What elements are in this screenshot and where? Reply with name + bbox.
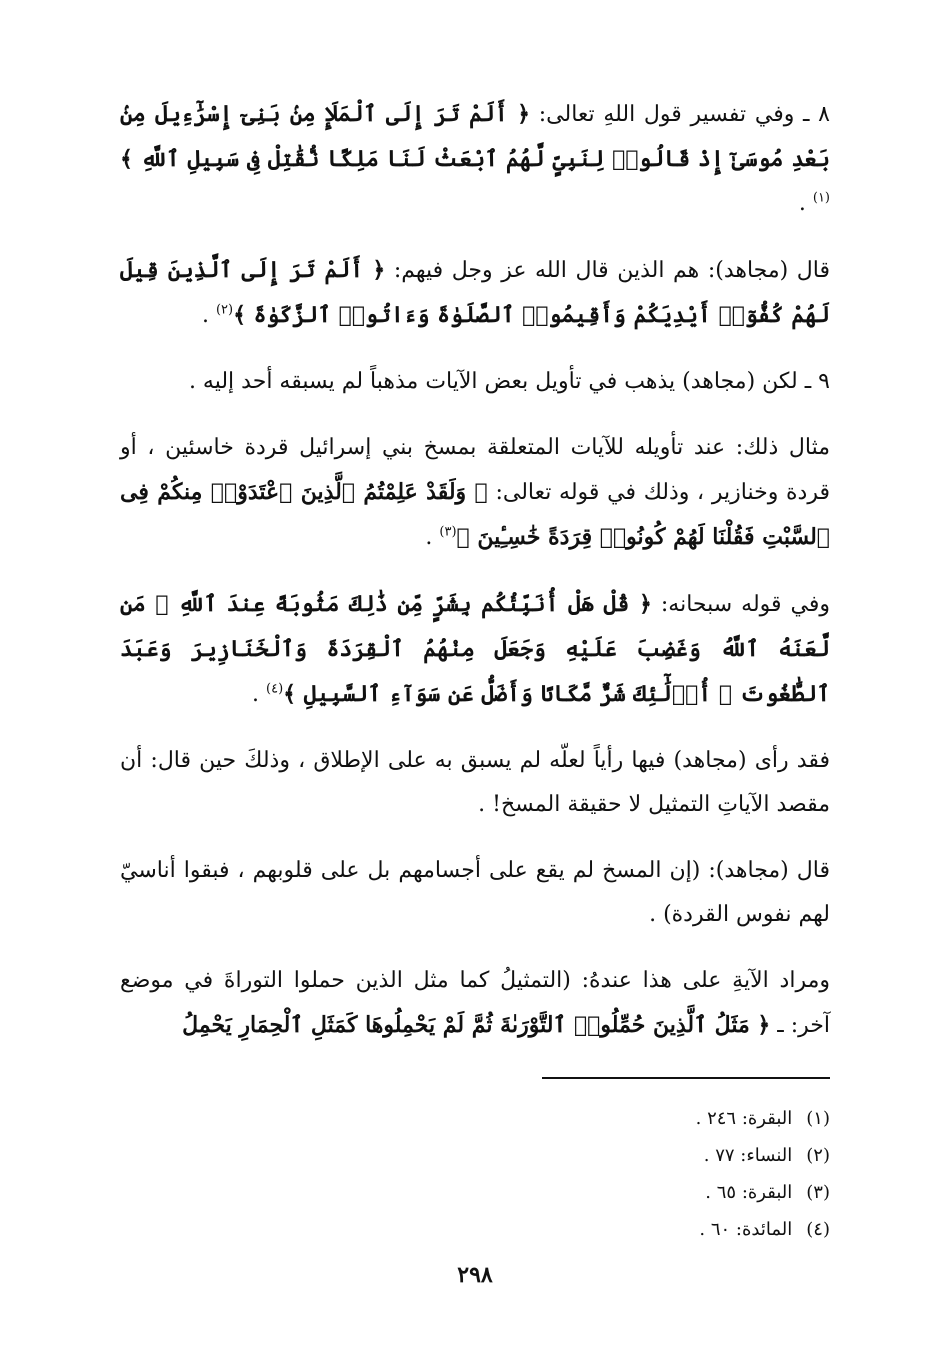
footnote-text: النساء: ٧٧ . bbox=[703, 1145, 793, 1166]
paragraph-4 bbox=[120, 426, 830, 560]
paragraph-1 bbox=[120, 92, 830, 226]
footnote-ref: (٣) bbox=[439, 524, 457, 540]
paragraph-3 bbox=[120, 360, 830, 404]
quran-verse: ﴿ وَلَقَدْ عَلِمْتُمُ ٱلَّذِينَ ٱعْتَدَوْا۟ مِنكُمْ فِى ٱلسَّبْتِ فَقُلْنَا لَهُمْ كُونُوا۟ قِرَدَةً خَٰسِـِٔينَ ﴾ bbox=[120, 479, 830, 550]
footnote-text: البقرة: ٢٤٦ . bbox=[695, 1108, 793, 1129]
paragraph-end: . bbox=[201, 303, 216, 328]
paragraph-text: قال (مجاهد): (إن المسخ لم يقع على أجسامهم بل على قلوبهم ، فبقوا أناسيّ لهم نفوس القردة) . bbox=[120, 858, 830, 927]
paragraph-end: . bbox=[252, 682, 267, 707]
paragraph-6 bbox=[120, 739, 830, 827]
footnote-text: المائدة: ٦٠ . bbox=[699, 1219, 793, 1240]
paragraph-text: ومراد الآيةِ على هذا عندهُ: (التمثيلُ كما مثل الذين حملوا التوراةَ في موضع آخر: ـ bbox=[120, 968, 830, 1038]
footnote-ref: (٢) bbox=[215, 302, 234, 318]
paragraph-8 bbox=[120, 959, 830, 1048]
footnote-item bbox=[530, 1137, 830, 1174]
footnote-ref: (١) bbox=[812, 190, 830, 206]
quran-verse: ﴿ أَلَمْ تَرَ إِلَى ٱلَّذِينَ قِيلَ لَهُمْ كُفُّوٓا۟ أَيْدِيَكُمْ وَأَقِيمُوا۟ ٱلصَّلَوٰةَ وَءَاتُوا۟ ٱلزَّكَوٰةَ ﴾ bbox=[120, 257, 830, 328]
footnote-ref: (٤) bbox=[266, 681, 284, 697]
paragraph-5 bbox=[120, 582, 830, 717]
footnotes bbox=[530, 1100, 830, 1248]
footnote-item bbox=[530, 1211, 830, 1248]
paragraph-text: وفي قوله سبحانه: bbox=[651, 592, 830, 617]
paragraph-2 bbox=[120, 248, 830, 338]
footnote-item bbox=[530, 1100, 830, 1137]
paragraph-7 bbox=[120, 849, 830, 937]
paragraph-text: فقد رأى (مجاهد) فيها رأياً لعلّه لم يسبق به على الإطلاق ، وذلكَ حين قال: أن مقصد الآياتِ التمثيل لا حقيقة المسخ! . bbox=[120, 748, 830, 817]
paragraph-text: قال (مجاهد): هم الذين قال الله عز وجل فيهم: bbox=[385, 258, 831, 283]
footnote-divider bbox=[542, 1077, 830, 1079]
footnote-number: (٤) bbox=[806, 1219, 830, 1240]
paragraph-text: مثال ذلك: عند تأويله للآيات المتعلقة بمسخ بني إسرائيل قردة خاسئين ، أو قردة وخنازير ، وذلك في قوله تعالى: bbox=[120, 435, 830, 505]
footnote-number: (١) bbox=[806, 1108, 830, 1129]
footnote-number: (٢) bbox=[806, 1145, 830, 1166]
paragraph-text: ٨ ـ وفي تفسير قول اللهِ تعالى: bbox=[530, 102, 830, 127]
paragraph-end: . bbox=[425, 525, 440, 550]
paragraph-end: . bbox=[798, 191, 813, 216]
page-number: ٢٩٨ bbox=[457, 1262, 493, 1288]
quran-verse: ﴿ أَلَمْ تَرَ إِلَى ٱلْمَلَإِ مِنۢ بَنِىٓ إِسْرَٰٓءِيلَ مِنۢ بَعْدِ مُوسَىٰٓ إِذْ قَالُوا۟ لِنَبِىٍّ لَّهُمُ ٱبْعَثْ لَنَا مَلِكًا نُّقَٰتِلْ فِى سَبِيلِ ٱللَّهِ ﴾ bbox=[120, 101, 830, 172]
footnote-text: البقرة: ٦٥ . bbox=[705, 1182, 793, 1203]
paragraph-text: ٩ ـ لكن (مجاهد) يذهب في تأويل بعض الآيات مذهباً لم يسبقه أحد إليه . bbox=[188, 369, 830, 394]
quran-verse: ﴿ مَثَلُ ٱلَّذِينَ حُمِّلُوا۟ ٱلتَّوْرَىٰةَ ثُمَّ لَمْ يَحْمِلُوهَا كَمَثَلِ ٱلْحِمَارِ يَحْمِلُ bbox=[182, 1012, 771, 1038]
footnote-number: (٣) bbox=[806, 1182, 830, 1203]
footnote-item bbox=[530, 1174, 830, 1211]
quran-verse: ﴿ قُلْ هَلْ أُنَبِّئُكُم بِشَرٍّ مِّن ذَٰلِكَ مَثُوبَةً عِندَ ٱللَّهِ ۚ مَن لَّعَنَهُ ٱللَّهُ وَغَضِبَ عَلَيْهِ وَجَعَلَ مِنْهُمُ ٱلْقِرَدَةَ وَٱلْخَنَازِيرَ وَعَبَدَ ٱلطَّٰغُوتَ ۚ أُو۟لَٰٓئِكَ شَرٌّ مَّكَانًا وَأَضَلُّ عَن سَوَآءِ ٱلسَّبِيلِ ﴾ bbox=[120, 591, 830, 707]
page-body bbox=[120, 92, 830, 1070]
